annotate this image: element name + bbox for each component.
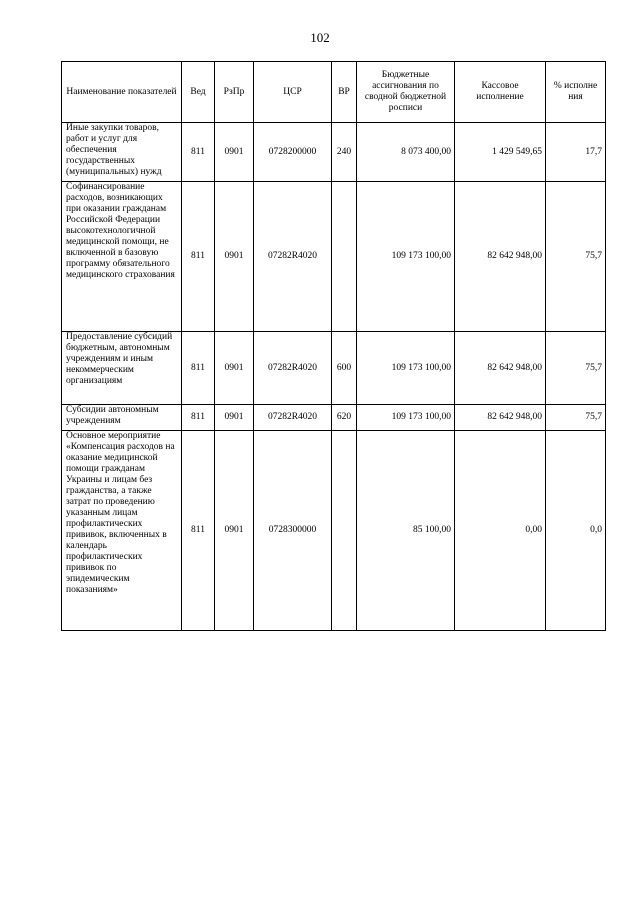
row-ved: 811 [182,431,215,631]
row-budget: 109 173 100,00 [357,182,455,332]
row-cash: 82 642 948,00 [455,332,546,405]
row-budget: 85 100,00 [357,431,455,631]
table-row [62,332,606,405]
header-csr: ЦСР [254,62,332,123]
row-csr: 07282R4020 [254,332,332,405]
row-ved: 811 [182,123,215,182]
row-vr: 620 [332,405,357,431]
row-cash: 0,00 [455,431,546,631]
table-row [62,123,606,182]
row-percent: 0,0 [546,431,606,631]
table-row [62,431,606,631]
row-budget: 109 173 100,00 [357,405,455,431]
row-rzpr: 0901 [215,182,254,332]
row-name: Субсидии автономным учреждениям [62,405,182,431]
table-header-row [62,62,606,123]
row-name: Предоставление субсидий бюджетным, автономным учреждениям и иным некоммерческим организациям [62,332,182,405]
header-rzpr: РзПр [215,62,254,123]
row-vr [332,182,357,332]
row-cash: 1 429 549,65 [455,123,546,182]
header-name: Наименование показателей [62,62,182,123]
row-percent: 75,7 [546,332,606,405]
row-name: Иные закупки товаров, работ и услуг для обеспечения государственных (муниципальных) нужд [62,123,182,182]
row-ved: 811 [182,405,215,431]
row-percent: 75,7 [546,405,606,431]
header-budget: Бюджетные ассигнования по сводной бюджетной росписи [357,62,455,123]
row-vr: 600 [332,332,357,405]
row-rzpr: 0901 [215,405,254,431]
table-row [62,182,606,332]
row-cash: 82 642 948,00 [455,182,546,332]
row-budget: 8 073 400,00 [357,123,455,182]
row-rzpr: 0901 [215,123,254,182]
row-percent: 75,7 [546,182,606,332]
row-ved: 811 [182,182,215,332]
row-name: Софинансирование расходов, возникающих при оказании гражданам Российской Федерации высокотехнологичной медицинской помощи, не включенной в базовую программу обязательного медицинского страхования [62,182,182,332]
row-vr: 240 [332,123,357,182]
row-rzpr: 0901 [215,332,254,405]
row-csr: 07282R4020 [254,182,332,332]
header-cash: Кассовое исполнение [455,62,546,123]
row-name: Основное мероприятие «Компенсация расходов на оказание медицинской помощи гражданам Украины и лицам без гражданства, а также затрат по проведению указанным лицам профилактических прививок, включенных в календарь профилактических прививок по эпидемическим показаниям» [62,431,182,631]
header-percent: % исполне ния [546,62,606,123]
header-ved: Вед [182,62,215,123]
row-csr: 0728300000 [254,431,332,631]
table-row [62,405,606,431]
row-csr: 0728200000 [254,123,332,182]
row-vr [332,431,357,631]
row-budget: 109 173 100,00 [357,332,455,405]
page-number: 102 [310,30,330,45]
row-csr: 07282R4020 [254,405,332,431]
budget-execution-table [61,61,606,631]
row-ved: 811 [182,332,215,405]
header-vr: ВР [332,62,357,123]
row-cash: 82 642 948,00 [455,405,546,431]
row-percent: 17,7 [546,123,606,182]
row-rzpr: 0901 [215,431,254,631]
